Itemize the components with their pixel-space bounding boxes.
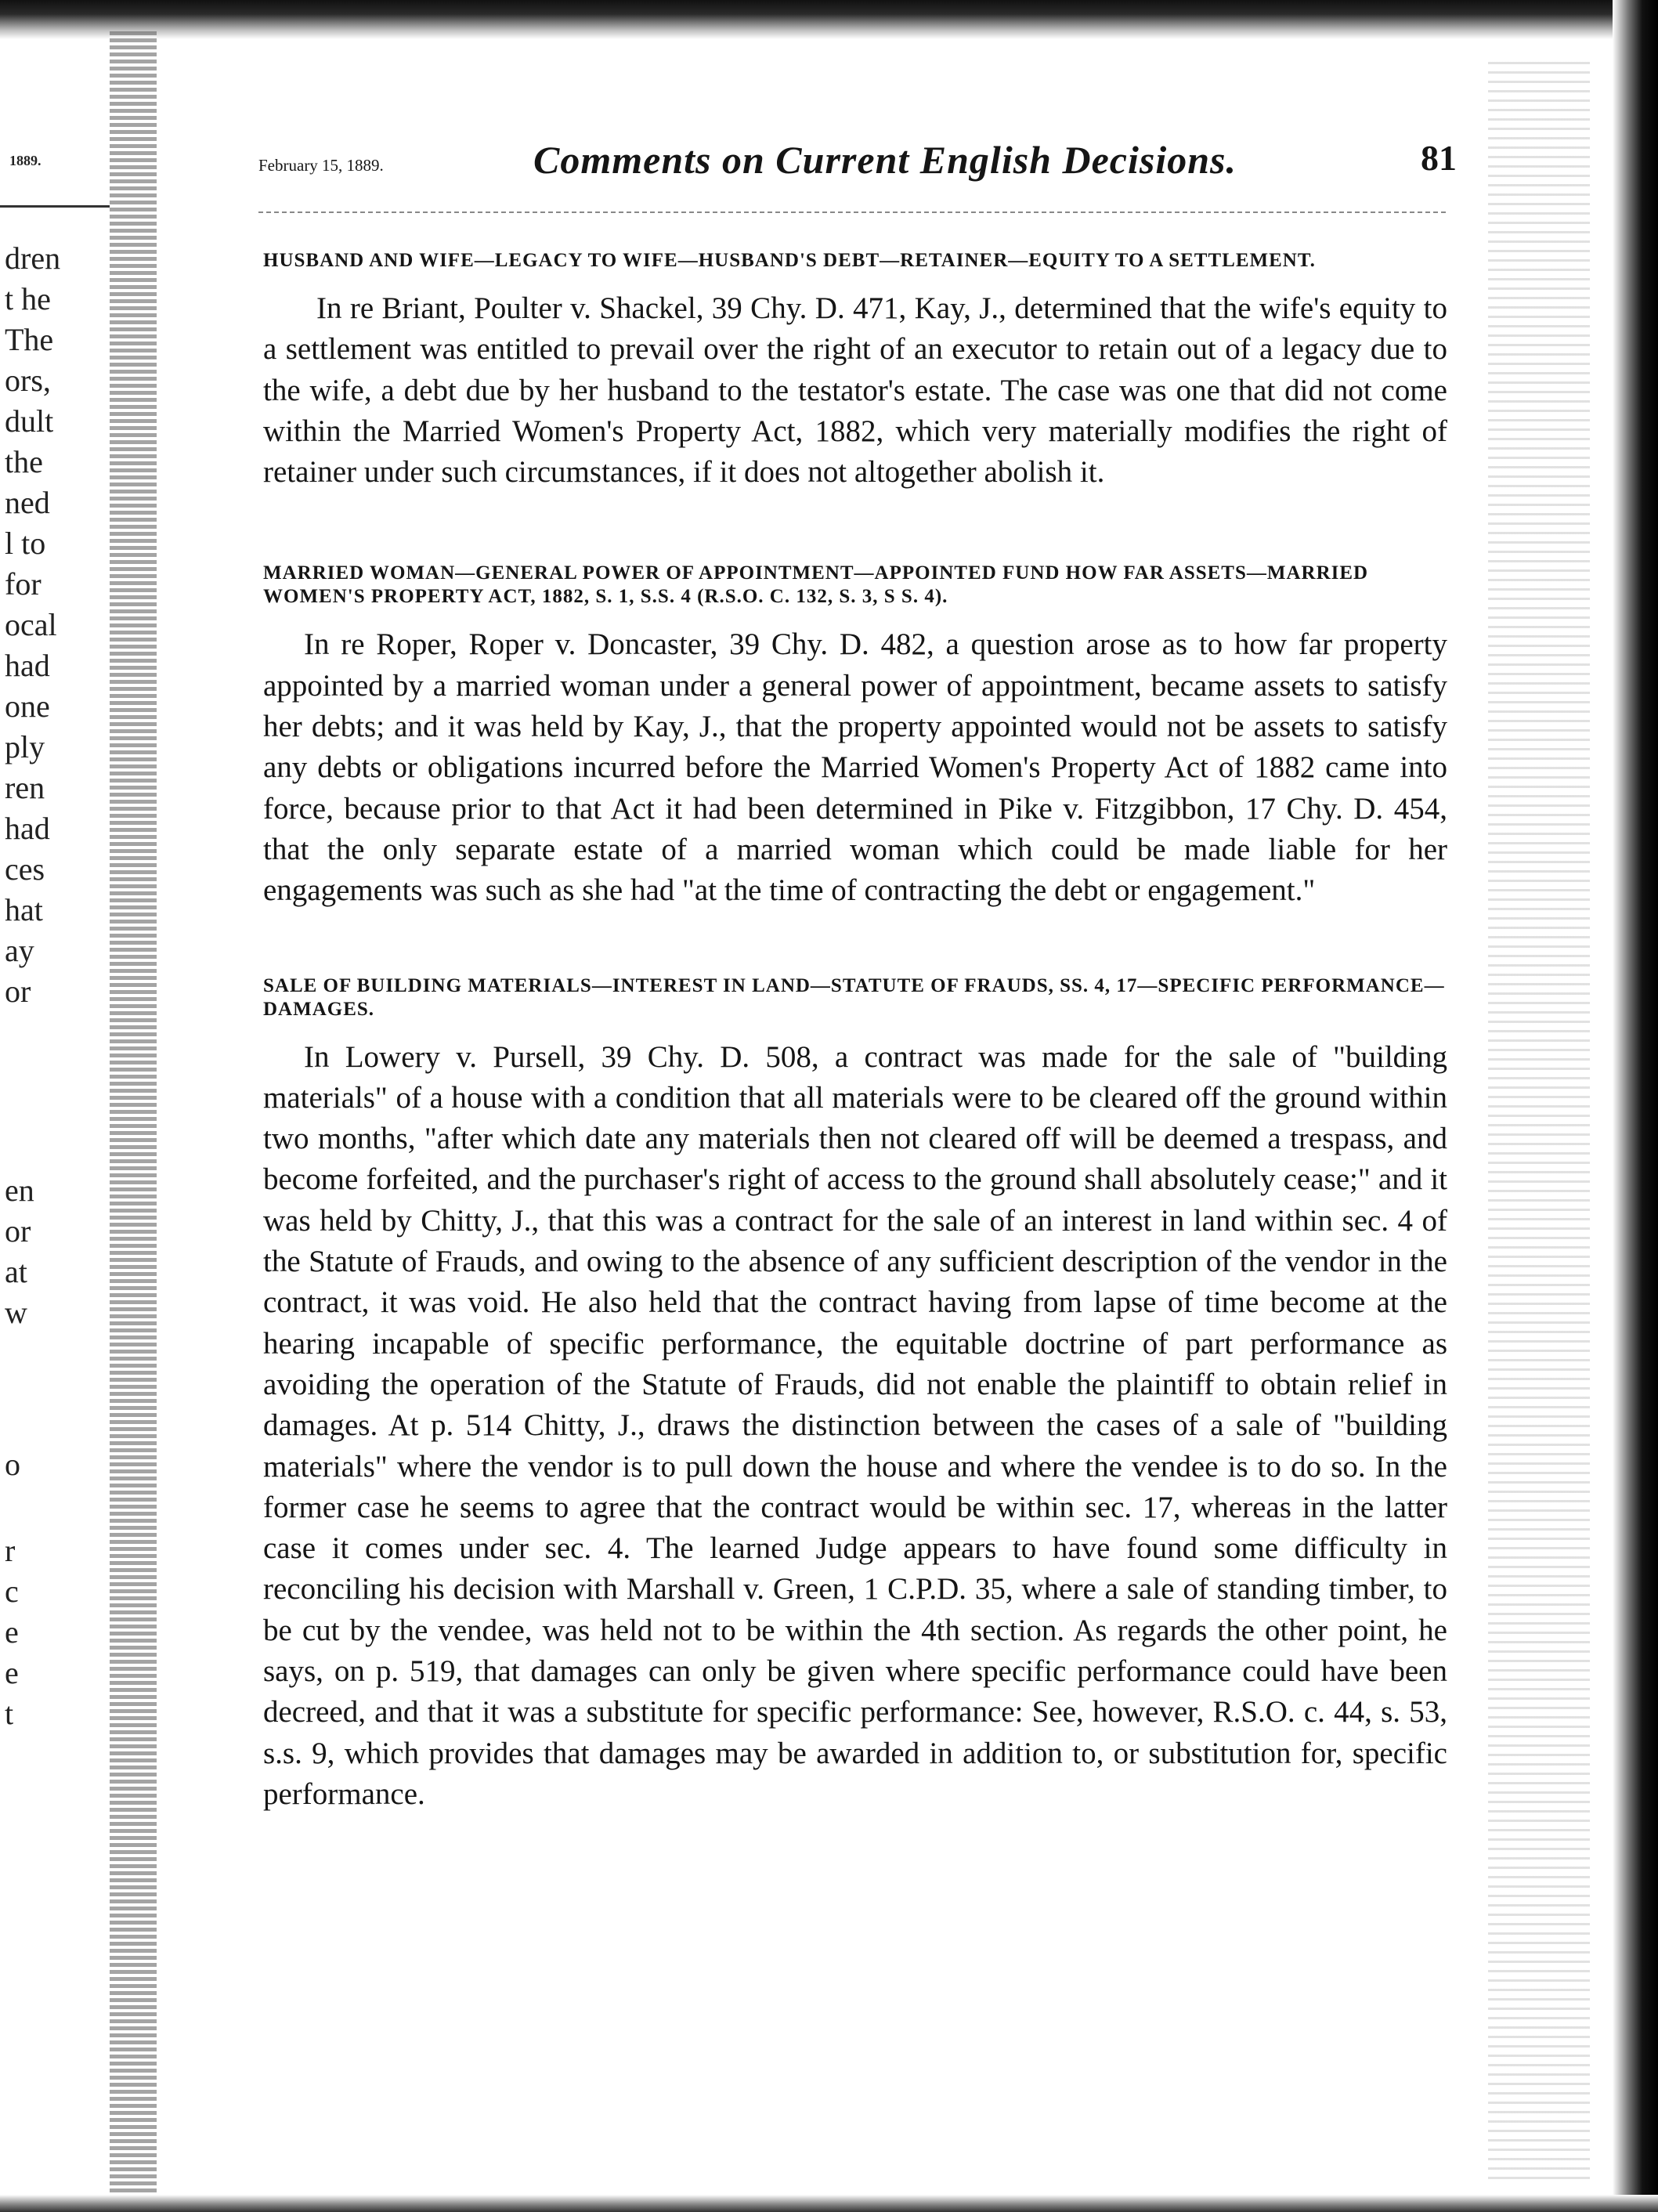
fragment-word: ors, bbox=[5, 363, 51, 398]
fragment-word: e bbox=[5, 1655, 19, 1690]
fragment-word: ay bbox=[5, 933, 34, 968]
fragment-word: dult bbox=[5, 403, 54, 439]
fragment-word: ply bbox=[5, 729, 45, 764]
section-married-woman bbox=[263, 562, 1447, 911]
scan-right-texture bbox=[1488, 55, 1590, 2185]
fragment-word: l to bbox=[5, 526, 46, 561]
page-body bbox=[263, 249, 1447, 1815]
fragment-word: en bbox=[5, 1173, 34, 1208]
page-number: 81 bbox=[1421, 138, 1457, 178]
section-heading: SALE OF BUILDING MATERIALS—INTEREST IN LAND—STATUTE OF FRAUDS, SS. 4, 17—SPECIFIC PERFORMANCE—DAMAGES. bbox=[263, 974, 1445, 1020]
section-spacer bbox=[263, 912, 1447, 974]
header-title: Comments on Current English Decisions. bbox=[533, 138, 1237, 182]
section-text: In re Briant, Poulter v. Shackel, 39 Chy. D. 471, Kay, J., determined that the wife's equity to a settlement was entitled to prevail over the right of an executor to retain out of a legacy due to the wife, a debt due by her husband to the testator's estate. The case was one that did not come within the Married Women's Property Act, 1882, which very materially modifies the right of retainer under such circumstances, if it does not altogether abolish it. bbox=[263, 291, 1447, 490]
fragment-word: c bbox=[5, 1574, 19, 1609]
section-sale-of-building-materials bbox=[263, 974, 1447, 1816]
fragment-word: dren bbox=[5, 240, 61, 276]
fragment-word: at bbox=[5, 1254, 27, 1289]
section-heading: HUSBAND AND WIFE—LEGACY TO WIFE—HUSBAND'S DEBT—RETAINER—EQUITY TO A SETTLEMENT. bbox=[263, 250, 1316, 271]
fragment-word: w bbox=[5, 1295, 27, 1330]
facing-page-fragment bbox=[0, 125, 110, 2005]
fragment-word: hat bbox=[5, 892, 43, 927]
fragment-word: o bbox=[5, 1447, 20, 1482]
scan-top-shadow bbox=[0, 0, 1658, 39]
header-date: February 15, 1889. bbox=[258, 156, 384, 175]
scan-gutter-shadow bbox=[110, 31, 157, 2209]
running-header bbox=[258, 137, 1457, 192]
fragment-word: t he bbox=[5, 281, 51, 316]
section-text: In re Roper, Roper v. Doncaster, 39 Chy. D. 482, a question arose as to how far property appointed by a married woman under a general power of appointment, became assets to satisfy her debts; and it was held by Kay, J., that the property appointed would not be assets to satisfy any debts or obligations incurred before the Married Women's Property Act of 1882 came into force, because prior to that Act it had been determined in Pike v. Fitzgibbon, 17 Chy. D. 454, that the only separate estate of a married woman which could be made liable for her engagements was such as she had "at the time of contracting the debt or engagement." bbox=[263, 627, 1447, 908]
fragment-word: had bbox=[5, 648, 50, 683]
fragment-word: the bbox=[5, 444, 43, 479]
fragment-word: or bbox=[5, 974, 31, 1009]
section-text: In Lowery v. Pursell, 39 Chy. D. 508, a contract was made for the sale of "building materials" of a house with a condition that all materials were to be cleared off the ground within two months, "after which date any materials then not cleared off will be deemed a trespass, and become forfeited, and the purchaser's right of access to the ground shall absolutely cease;" and it was held by Chitty, J., that this was a contract for the sale of an interest in land within sec. 4 of the Statute of Frauds, and owing to the absence of any sufficient description of the vendor in the contract, it was void. He also held that the contract having from lapse of time become at the hearing incapable of specific performance, the equitable doctrine of part performance as avoiding the operation of the Statute of Frauds, did not enable the plaintiff to obtain relief in damages. At p. 514 Chitty, J., draws the distinction between the cases of a sale of "building materials" where the vendor is to pull down the house and where the vendee is to do so. In the former case he seems to agree that the contract would be within sec. 17, whereas in the latter case it comes under sec. 4. The learned Judge appears to have found some difficulty in reconciling his decision with Marshall v. Green, 1 C.P.D. 35, where a sale of standing timber, to be cut by the vendee, was held not to be within the 4th section. As regards the other point, he says, on p. 519, that damages can only be given where specific performance could have been decreed, and that it was a substitute for specific performance: See, however, R.S.O. c. 44, s. 53, s.s. 9, which provides that damages may be awarded in addition to, or substitution for, specific performance. bbox=[263, 1039, 1447, 1811]
scan-right-shadow bbox=[1613, 0, 1658, 2212]
fragment-word: ocal bbox=[5, 607, 57, 642]
fragment-word: ces bbox=[5, 851, 45, 887]
section-spacer bbox=[263, 493, 1447, 562]
section-husband-and-wife bbox=[263, 249, 1447, 493]
fragment-word: or bbox=[5, 1213, 31, 1249]
fragment-word: e bbox=[5, 1614, 19, 1650]
fragment-word: t bbox=[5, 1696, 14, 1731]
fragment-word: The bbox=[5, 322, 54, 357]
scan-bottom-shadow bbox=[0, 2195, 1658, 2212]
fragment-word: for bbox=[5, 566, 42, 602]
section-heading: MARRIED WOMAN—GENERAL POWER OF APPOINTMENT—APPOINTED FUND HOW FAR ASSETS—MARRIED WOMEN'S PROPERTY ACT, 1882, S. 1, S.S. 4 (R.S.O. C. 132, S. 3, S S. 4). bbox=[263, 562, 1369, 608]
fragment-word: ren bbox=[5, 770, 45, 805]
fragment-word: one bbox=[5, 689, 50, 724]
header-rule bbox=[258, 211, 1449, 213]
facing-page-rule bbox=[0, 205, 110, 208]
fragment-word: ned bbox=[5, 485, 50, 520]
fragment-word: had bbox=[5, 811, 50, 846]
fragment-word: r bbox=[5, 1533, 16, 1568]
facing-page-year: 1889. bbox=[9, 153, 42, 168]
